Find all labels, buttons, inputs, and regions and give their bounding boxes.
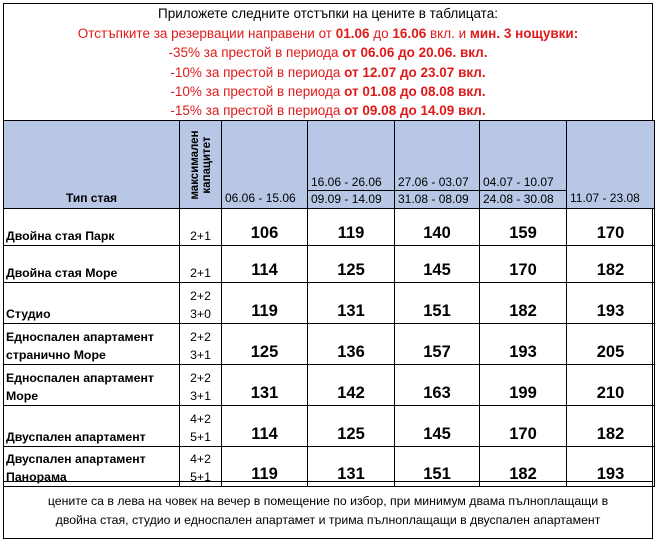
discount-line: -15% за престой в периода от 09.08 до 14.09 вкл. <box>170 103 486 119</box>
price-cell: 193 <box>480 324 567 365</box>
column-header-period: 04.07 - 10.07 24.08 - 30.08 <box>480 121 567 209</box>
capacity-cell: 4+2 5+1 <box>180 406 222 447</box>
price-cell: 210 <box>567 365 655 406</box>
column-header-period: 06.06 - 15.06 <box>222 121 308 209</box>
price-cell: 131 <box>222 365 308 406</box>
table-row <box>4 283 655 324</box>
capacity-cell: 2+1 <box>180 246 222 283</box>
price-cell: 142 <box>308 365 395 406</box>
capacity-cell: 2+2 3+0 <box>180 283 222 324</box>
price-cell: 151 <box>395 447 480 487</box>
column-header-period: 16.06 - 26.06 09.09 - 14.09 <box>308 121 395 209</box>
price-cell: 182 <box>567 406 655 447</box>
price-cell: 125 <box>308 406 395 447</box>
price-cell: 157 <box>395 324 480 365</box>
price-cell: 114 <box>222 406 308 447</box>
price-cell: 119 <box>222 447 308 487</box>
price-cell: 114 <box>222 246 308 283</box>
table-row <box>4 209 655 246</box>
price-sheet <box>3 3 653 539</box>
price-cell: 136 <box>308 324 395 365</box>
price-cell: 170 <box>567 209 655 246</box>
price-cell: 145 <box>395 246 480 283</box>
price-cell: 205 <box>567 324 655 365</box>
price-footnote <box>4 481 652 539</box>
booking-discount-line: Отстъпките за резервации направени от 01.06 до 16.06 вкл. и мин. 3 нощувки: <box>77 26 579 41</box>
price-cell: 193 <box>567 283 655 324</box>
room-type-cell: Двойна стая Море <box>4 246 180 283</box>
price-cell: 131 <box>308 283 395 324</box>
price-cell: 125 <box>308 246 395 283</box>
column-header-capacity: максимален капацитет <box>180 121 222 209</box>
discount-notes <box>4 4 652 120</box>
capacity-cell: 2+2 3+1 <box>180 324 222 365</box>
price-cell: 182 <box>480 283 567 324</box>
room-type-cell: Едноспален апартамент Море <box>4 365 180 406</box>
price-cell: 125 <box>222 324 308 365</box>
room-type-cell: Едноспален апартамент странично Море <box>4 324 180 365</box>
table-header-row <box>4 121 655 209</box>
capacity-cell: 4+2 5+1 <box>180 447 222 487</box>
price-cell: 119 <box>222 283 308 324</box>
room-type-cell: Двуспален апартамент <box>4 406 180 447</box>
price-cell: 170 <box>480 406 567 447</box>
table-row <box>4 324 655 365</box>
price-cell: 119 <box>308 209 395 246</box>
room-type-cell: Двуспален апартамент Панорама <box>4 447 180 487</box>
column-header-room-type: Тип стая <box>4 121 180 209</box>
price-cell: 145 <box>395 406 480 447</box>
table-row <box>4 246 655 283</box>
room-type-cell: Двойна стая Парк <box>4 209 180 246</box>
price-cell: 151 <box>395 283 480 324</box>
price-cell: 182 <box>480 447 567 487</box>
discount-line: -35% за престой в периода от 06.06 до 20.06. вкл. <box>168 45 488 61</box>
discount-line: -10% за престой в периода от 01.08 до 08.08 вкл. <box>170 83 486 99</box>
column-header-period: 11.07 - 23.08 <box>567 121 655 209</box>
capacity-cell: 2+2 3+1 <box>180 365 222 406</box>
footnote-line: двойна стая, студио и едноспален апартамет и трима пълноплащащи в двуспален апартамент <box>55 513 601 527</box>
footnote-line: цените са в лева на човек на вечер в помещение по избор, при минимум двама пълноплащащи в <box>47 494 609 508</box>
price-cell: 106 <box>222 209 308 246</box>
room-type-cell: Студио <box>4 283 180 324</box>
price-cell: 182 <box>567 246 655 283</box>
table-row <box>4 365 655 406</box>
discount-line: -10% за престой в периода от 12.07 до 23.07 вкл. <box>170 64 486 80</box>
price-table <box>3 120 655 487</box>
notes-intro: Приложете следните отстъпки на цените в таблицата: <box>158 6 498 21</box>
price-cell: 163 <box>395 365 480 406</box>
price-cell: 140 <box>395 209 480 246</box>
price-cell: 159 <box>480 209 567 246</box>
price-cell: 131 <box>308 447 395 487</box>
price-cell: 199 <box>480 365 567 406</box>
column-header-period: 27.06 - 03.07 31.08 - 08.09 <box>395 121 480 209</box>
price-cell: 193 <box>567 447 655 487</box>
table-row <box>4 406 655 447</box>
capacity-cell: 2+1 <box>180 209 222 246</box>
price-cell: 170 <box>480 246 567 283</box>
